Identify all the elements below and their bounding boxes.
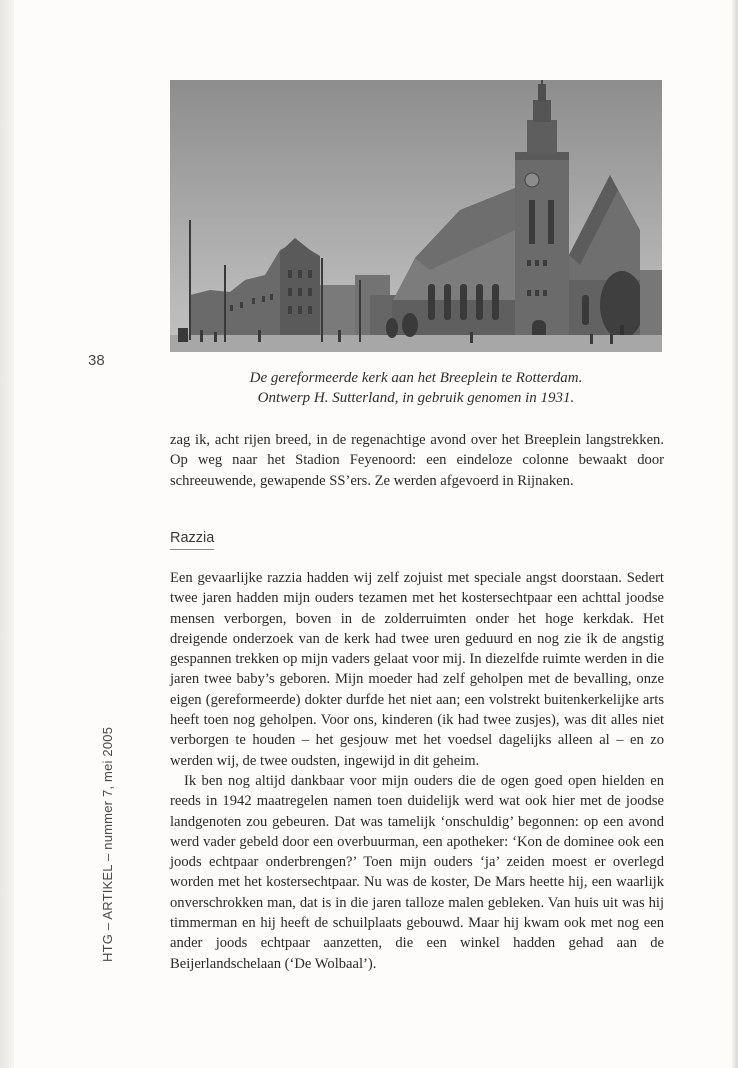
caption-line-2: Ontwerp H. Sutterland, in gebruik genomen in 1931. [257,390,575,406]
church-photo-illustration [170,80,662,352]
running-head: HTG – ARTIKEL – nummer 7, mei 2005 [100,726,115,962]
caption-line-1: De gereformeerde kerk aan het Breeplein te Rotterdam. [249,370,583,386]
section-heading: Razzia [170,530,214,550]
page-edge-left [0,0,14,1068]
section-paragraph-1: Een gevaarlijke razzia hadden wij zelf zojuist met speciale angst doorstaan. Sedert twee jaren hadden mijn ouders tezamen met het kostersechtpaar een achttal joodse mensen verborgen, boven in de zolderruimten onder het hoge kerkdak. Het dreigende onderzoek van de kerk had twee uren geduurd en nog zie ik de angstig gespannen trekken op mijn vaders gelaat voor mij. In diezelfde ruimte werden in die jaren twee baby’s geboren. Mijn moeder had zelf geholpen met de bevalling, onze eigen (gereformeerde) dokter durfde het niet aan; een volstrekt buitenkerkelijke arts heeft toen nog geholpen. Voor ons, kinderen (ik had twee zusjes), was dit alles niet verborgen te houden – het gesjouw met het voedsel dagelijks alleen al – en zo werden wij, de twee oudsten, ingewijd in dit geheim. [170,570,664,769]
page-edge-right [732,0,738,1068]
intro-paragraph-block [170,430,664,491]
intro-paragraph: zag ik, acht rijen breed, in de regenachtige avond over het Breeplein langstrekken. Op weg naar het Stadion Feyenoord: een eindeloze colonne bewaakt door schreeuwende, gewapende SS’ers. Ze werden afgevoerd in Rijnaken. [170,432,664,489]
page-number: 38 [88,352,105,369]
photo-caption [170,368,662,408]
section-body [170,568,664,974]
section-paragraph-2: Ik ben nog altijd dankbaar voor mijn ouders die de ogen goed open hielden en reeds in 1942 maatregelen namen toen duidelijk werd wat ook hier met de joodse landgenoten zou gebeuren. Dat was tamelijk ‘onschuldig’ begonnen: op een avond werd vader gebeld door een overbuurman, een apotheker: ‘Kon de dominee ook een joods echtpaar onderbrengen?’ Toen mijn ouders ‘ja’ zeiden moest er overlegd worden met het kostersechtpaar. Nu was de koster, De Mars heette hij, een waarlijk onverschrokken man, dat is in die jaren talloze malen gebleken. Van huis uit was hij timmerman en hij heeft de schuilplaats gebouwd. Maar hij kwam ook met nog een ander joods echtpaar aanzetten, die een winkel hadden gehad aan de Beijerlandschelaan (‘De Wolbaal’). [170,772,664,972]
church-photo [170,80,662,352]
